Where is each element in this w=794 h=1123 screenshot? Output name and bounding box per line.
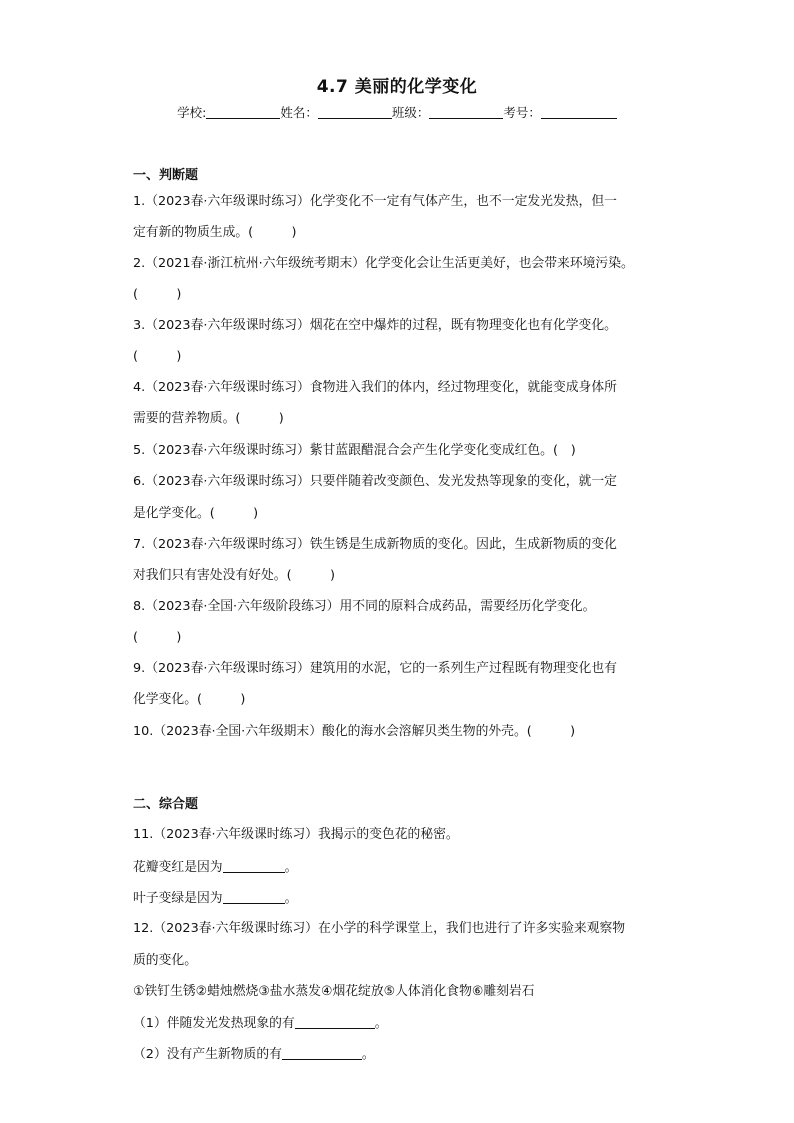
school-label: 学校: <box>177 105 207 120</box>
q12-sub2-answer-blank[interactable] <box>282 1046 362 1060</box>
question-12-options: ①铁钉生锈②蜡烛燃烧③盐水蒸发④烟花绽放⑤人体消化食物⑥雕刻岩石 <box>133 984 535 999</box>
question-4-line-2: 需要的营养物质。( ) <box>133 411 284 426</box>
section-title-judgement: 一、判断题 <box>133 168 199 183</box>
question-12-sub-2 <box>133 1046 375 1063</box>
question-7-line-2: 对我们只有害处没有好处。( ) <box>133 568 335 583</box>
section-title-comprehensive: 二、综合题 <box>133 797 199 812</box>
question-8-line-2: ( ) <box>133 630 182 645</box>
q12-sub1-answer-blank[interactable] <box>295 1015 375 1029</box>
class-blank[interactable] <box>429 104 503 119</box>
question-9-line-1: 9.（2023春·六年级课时练习）建筑用的水泥，它的一系列生产过程既有物理变化也有 <box>133 661 617 676</box>
question-11-line-3 <box>133 890 297 907</box>
question-9-line-2: 化学变化。( ) <box>133 692 246 707</box>
class-label: 班级： <box>391 105 430 120</box>
question-10-line-1: 10.（2023春·全国·六年级期末）酸化的海水会溶解贝类生物的外壳。( ) <box>133 724 576 739</box>
question-12-line-2: 质的变化。 <box>133 953 197 968</box>
question-3-line-1: 3.（2023春·六年级课时练习）烟花在空中爆炸的过程，既有物理变化也有化学变化。 <box>133 318 617 333</box>
question-6-line-2: 是化学变化。( ) <box>133 506 259 521</box>
question-5-line-1: 5.（2023春·六年级课时练习）紫甘蓝跟醋混合会产生化学变化变成红色。( ) <box>133 443 576 458</box>
q11-green-answer-blank[interactable] <box>223 890 285 904</box>
q11-red-answer-blank[interactable] <box>223 859 285 873</box>
q11-green-prompt: 叶子变绿是因为 <box>133 891 223 906</box>
question-1-line-2: 定有新的物质生成。( ) <box>133 225 297 240</box>
question-11-line-1: 11.（2023春·六年级课时练习）我揭示的变色花的秘密。 <box>133 827 459 842</box>
question-11-line-2 <box>133 859 297 876</box>
page-title: 4.7 美丽的化学变化 <box>316 77 478 97</box>
question-12-line-1: 12.（2023春·六年级课时练习）在小学的科学课堂上，我们也进行了许多实验来观察物 <box>133 921 626 936</box>
question-8-line-1: 8.（2023春·全国·六年级阶段练习）用不同的原料合成药品，需要经历化学变化。 <box>133 599 596 614</box>
q12-sub2-prompt: （2）没有产生新物质的有 <box>133 1047 282 1062</box>
school-blank[interactable] <box>206 104 280 119</box>
q12-sub1-prompt: （1）伴随发光发热现象的有 <box>133 1016 295 1031</box>
name-label: 姓名： <box>280 105 318 120</box>
id-label: 考号： <box>503 105 541 120</box>
id-blank[interactable] <box>541 104 617 119</box>
question-6-line-1: 6.（2023春·六年级课时练习）只要伴随着改变颜色、发光发热等现象的变化，就一定 <box>133 474 617 489</box>
question-2-line-1: 2.（2021春·浙江杭州·六年级统考期末）化学变化会让生活更美好，也会带来环境污染。 <box>133 256 634 271</box>
question-4-line-1: 4.（2023春·六年级课时练习）食物进入我们的体内，经过物理变化，就能变成身体所 <box>133 380 617 395</box>
q11-red-prompt: 花瓣变红是因为 <box>133 860 223 875</box>
question-1-line-1: 1.（2023春·六年级课时练习）化学变化不一定有气体产生，也不一定发光发热，但一 <box>133 194 617 209</box>
question-3-line-2: ( ) <box>133 349 182 364</box>
student-info-row <box>0 103 794 121</box>
question-7-line-1: 7.（2023春·六年级课时练习）铁生锈是生成新物质的变化。因此，生成新物质的变化 <box>133 537 617 552</box>
question-2-line-2: ( ) <box>133 287 182 302</box>
q11-red-period: 。 <box>284 860 298 875</box>
name-blank[interactable] <box>318 104 392 119</box>
q12-sub1-period: 。 <box>374 1016 388 1031</box>
question-12-sub-1 <box>133 1015 388 1032</box>
q12-sub2-period: 。 <box>361 1047 375 1062</box>
q11-green-period: 。 <box>284 891 298 906</box>
